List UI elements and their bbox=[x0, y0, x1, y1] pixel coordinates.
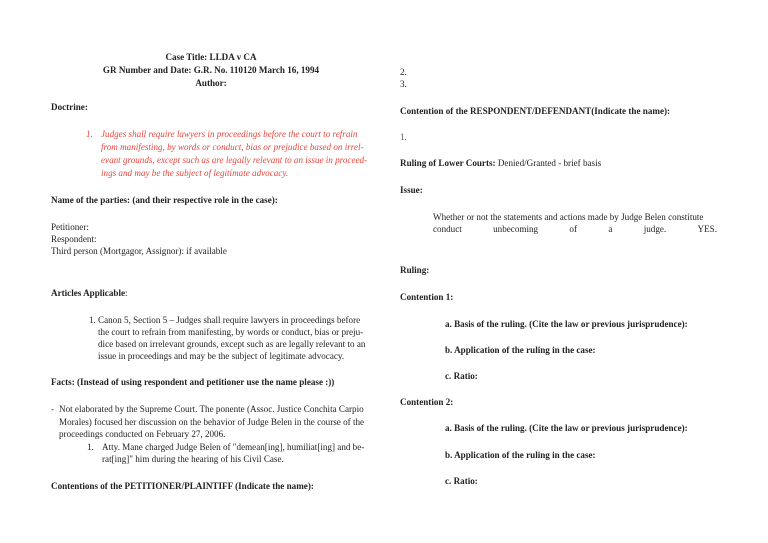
doctrine-line: evant grounds, except such as are legally relevant to an issue in proceed- bbox=[101, 155, 368, 165]
articles-heading-colon: : bbox=[125, 288, 128, 298]
issue-word: judge. bbox=[643, 224, 667, 234]
doctrine-line: ings and may be the subject of legitimate advocacy. bbox=[101, 168, 289, 178]
parties-heading: Name of the parties: (and their respective role in the case): bbox=[51, 195, 278, 205]
ruling-heading: Ruling: bbox=[400, 265, 430, 275]
contention-2-heading: Contention 2: bbox=[400, 397, 454, 407]
article-line: dice based on irrelevant grounds, except such as are legally relevant to an bbox=[98, 339, 366, 349]
petitioner-item-3: 3. bbox=[400, 79, 407, 89]
respondent-contention-heading: Contention of the RESPONDENT/DEFENDANT(Indicate the name): bbox=[400, 106, 671, 116]
facts-item-line: rat[ing]" him during the hearing of his Civil Case. bbox=[102, 454, 284, 464]
issue-line: Whether or not the statements and actions made by Judge Belen constitute bbox=[433, 212, 704, 222]
author: Author: bbox=[195, 78, 227, 88]
issue-word: of bbox=[569, 224, 577, 234]
petitioner-label: Petitioner: bbox=[51, 222, 89, 232]
facts-heading: Facts: (Instead of using respondent and petitioner use the name please :)) bbox=[51, 377, 335, 387]
facts-line: Morales) focused her discussion on the behavior of Judge Belen in the course of the bbox=[59, 417, 365, 427]
third-person-label: Third person (Mortgagor, Assignor): if available bbox=[51, 246, 227, 256]
facts-bullet: - bbox=[51, 404, 55, 414]
issue-word: YES. bbox=[697, 224, 717, 234]
contention-1-heading: Contention 1: bbox=[400, 292, 454, 302]
respondent-item-1: 1. bbox=[400, 132, 407, 142]
doctrine-line: from manifesting, by words or conduct, bias or prejudice based on irrel- bbox=[101, 142, 364, 152]
case-title: Case Title: LLDA v CA bbox=[165, 52, 257, 62]
facts-line: Not elaborated by the Supreme Court. The ponente (Assoc. Justice Conchita Carpio bbox=[59, 404, 364, 414]
article-line: Canon 5, Section 5 – Judges shall require lawyers in proceedings before bbox=[98, 315, 361, 325]
article-line: the court to refrain from manifesting, by words or conduct, bias or preju- bbox=[98, 327, 364, 337]
issue-line-justified bbox=[433, 223, 717, 236]
issue-word: conduct bbox=[433, 224, 462, 234]
facts-item-number: 1. bbox=[87, 442, 94, 452]
facts-line: proceedings conducted on February 27, 2006. bbox=[59, 429, 226, 439]
gr-number-date: GR Number and Date: G.R. No. 110120 March 16, 1994 bbox=[102, 65, 320, 75]
issue-word: a bbox=[608, 224, 613, 234]
contention-2-application: b. Application of the ruling in the case: bbox=[445, 450, 596, 460]
articles-heading-label: Articles Applicable bbox=[51, 288, 126, 298]
lower-courts-label: Ruling of Lower Courts: bbox=[400, 158, 496, 168]
articles-heading bbox=[51, 287, 128, 300]
issue-word: unbecoming bbox=[493, 224, 539, 234]
lower-courts-ruling bbox=[400, 157, 601, 170]
article-item-number: 1. bbox=[89, 315, 96, 325]
contention-1-application: b. Application of the ruling in the case: bbox=[445, 345, 596, 355]
doctrine-line: Judges shall require lawyers in proceedings before the court to refrain bbox=[101, 129, 358, 139]
lower-courts-value: Denied/Granted - brief basis bbox=[495, 158, 602, 168]
doctrine-item-number: 1. bbox=[86, 129, 93, 139]
facts-item-line: Atty. Mane charged Judge Belen of "demean[ing], humiliat[ing] and be- bbox=[102, 442, 365, 452]
contention-1-ratio: c. Ratio: bbox=[445, 371, 478, 381]
issue-heading: Issue: bbox=[400, 185, 423, 195]
petitioner-contentions-heading: Contentions of the PETITIONER/PLAINTIFF (Indicate the name): bbox=[51, 481, 314, 491]
contention-1-basis: a. Basis of the ruling. (Cite the law or previous jurisprudence): bbox=[445, 319, 688, 329]
contention-2-basis: a. Basis of the ruling. (Cite the law or previous jurisprudence): bbox=[445, 423, 688, 433]
petitioner-item-2: 2. bbox=[400, 67, 407, 77]
respondent-label: Respondent: bbox=[51, 234, 97, 244]
contention-2-ratio: c. Ratio: bbox=[445, 476, 478, 486]
doctrine-heading: Doctrine: bbox=[51, 102, 88, 112]
article-line: issue in proceedings and may be the subject of legitimate advocacy. bbox=[98, 351, 345, 361]
